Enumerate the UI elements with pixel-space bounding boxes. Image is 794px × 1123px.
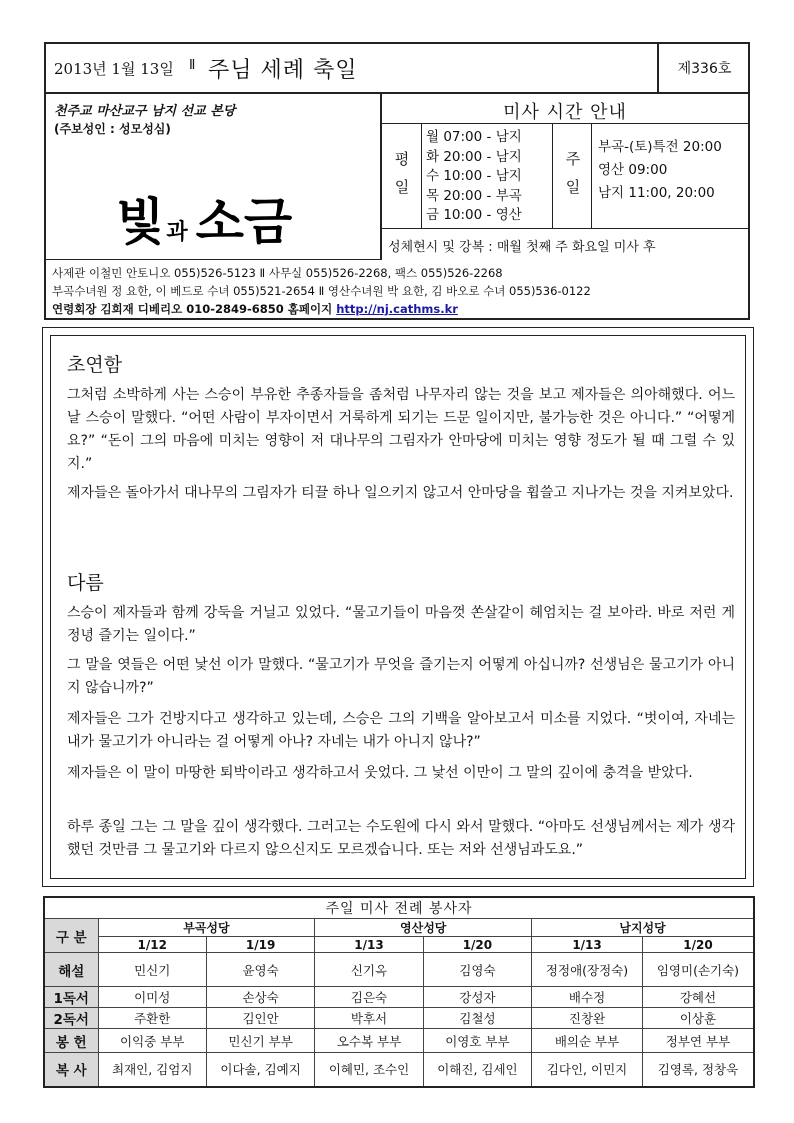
server-cell: 이다솔, 김예지 <box>206 1053 314 1087</box>
server-cell: 이혜민, 조수인 <box>315 1053 423 1087</box>
server-cell: 이미성 <box>98 987 206 1008</box>
bulletin-header <box>44 42 750 320</box>
date-header: 1/19 <box>206 937 314 953</box>
adoration-row <box>382 228 748 260</box>
server-cell: 박후서 <box>315 1008 423 1029</box>
story-paragraph: 제자들은 돌아가서 대나무의 그림자가 티끌 하나 일으키지 않고서 안마당을 휩쓸고 지나가는 것을 지켜보았다. <box>67 485 734 501</box>
server-cell: 민신기 <box>98 953 206 987</box>
liturgy-servers-table <box>43 896 755 1088</box>
parish-header: 남지성당 <box>532 919 754 937</box>
sunday-label-bottom: 일 <box>565 178 581 196</box>
server-cell: 윤영숙 <box>206 953 314 987</box>
servers-table-caption: 주일 미사 전례 봉사자 <box>44 897 754 919</box>
sunday-mass-item: 영산 09:00 <box>598 162 668 178</box>
weekday-label-top: 평 <box>394 150 410 168</box>
homepage-link[interactable]: http://nj.cathms.kr <box>336 302 458 316</box>
logo-and: 과 <box>166 220 188 245</box>
date-separator: Ⅱ <box>189 58 196 73</box>
bulletin-logo <box>116 182 292 254</box>
contact-line-association <box>52 301 458 317</box>
server-cell: 손상숙 <box>206 987 314 1008</box>
server-cell: 강혜선 <box>642 987 754 1008</box>
bulletin-date: 2013년 1월 13일 <box>54 60 174 78</box>
server-cell: 주환한 <box>98 1008 206 1029</box>
logo-light: 빛 <box>116 193 165 251</box>
server-cell: 최재인, 김엄지 <box>98 1053 206 1087</box>
server-cell: 김영록, 정창욱 <box>642 1053 754 1087</box>
server-cell: 이익중 부부 <box>98 1029 206 1053</box>
server-cell: 배수정 <box>532 987 643 1008</box>
server-cell: 정부연 부부 <box>642 1029 754 1053</box>
sunday-mass-item: 부곡-(토)특전 20:00 <box>598 139 722 155</box>
server-cell: 이영호 부부 <box>423 1029 531 1053</box>
table-row <box>44 953 754 987</box>
table-row <box>44 1008 754 1029</box>
date-header: 1/13 <box>315 937 423 953</box>
role-label: 2독서 <box>44 1008 98 1029</box>
server-cell: 배의순 부부 <box>532 1029 643 1053</box>
date-header: 1/20 <box>423 937 531 953</box>
server-cell: 김영숙 <box>423 953 531 987</box>
patron-saint: (주보성인 : 성모성심) <box>54 122 171 136</box>
mass-schedule <box>382 94 748 260</box>
division-header: 구 분 <box>44 919 98 953</box>
server-cell: 강성자 <box>423 987 531 1008</box>
date-header: 1/12 <box>98 937 206 953</box>
parish-header: 부곡성당 <box>98 919 315 937</box>
contact-line-rectory: 사제관 이철민 안토니오 055)526-5123 Ⅱ 사무실 055)526-2268, 팩스 055)526-2268 <box>52 266 503 280</box>
weekday-mass-item: 수 10:00 - 남지 <box>426 168 522 184</box>
table-row <box>44 1029 754 1053</box>
masthead <box>46 94 382 260</box>
story-paragraph: 제자들은 이 말이 마땅한 퇴박이라고 생각하고서 웃었다. 그 낯선 이만이 그 말의 깊이에 충격을 받았다. <box>67 765 693 781</box>
weekday-mass-item: 목 20:00 - 부곡 <box>426 187 522 204</box>
parish-header: 영산성당 <box>315 919 532 937</box>
logo-salt: 소금 <box>195 193 293 251</box>
story-paragraph: 하루 종일 그는 그 말을 깊이 생각했다. 그러고는 수도원에 다시 와서 말했다. “아마도 선생님께서는 제가 생각했던 것만큼 그 물고기와 다르지 않으신지도 모르겠습니다. 또는 저와 선생님과도요.” <box>67 819 735 858</box>
weekday-label-bottom: 일 <box>394 178 410 196</box>
server-cell: 김철성 <box>423 1008 531 1029</box>
issue-box <box>657 44 748 92</box>
role-label: 복 사 <box>44 1053 98 1087</box>
story-paragraph: 스승이 제자들과 함께 강둑을 거닐고 있었다. “물고기들이 마음껏 쏜살같이 헤엄치는 걸 보아라. 바로 저런 게 정녕 즐기는 일이다.” <box>67 605 735 644</box>
association-contact: 연령회장 김희재 디베리오 010-2849-6850 홈페이지 <box>52 302 333 316</box>
weekday-mass-item: 월 07:00 - 남지 <box>426 129 522 145</box>
server-cell: 정정애(장정숙) <box>532 953 643 987</box>
story-title: 초연함 <box>67 354 123 376</box>
contact-line-convents: 부곡수녀원 정 요한, 이 베드로 수녀 055)521-2654 Ⅱ 영산수녀원 박 요한, 김 바오로 수녀 055)536-0122 <box>52 284 591 298</box>
server-cell: 임영미(손기숙) <box>642 953 754 987</box>
weekday-mass-list <box>426 128 566 226</box>
role-label: 해설 <box>44 953 98 987</box>
reading-inner <box>50 335 746 879</box>
server-cell: 김인안 <box>206 1008 314 1029</box>
weekday-mass-item: 화 20:00 - 남지 <box>426 148 522 165</box>
server-cell: 진창완 <box>532 1008 643 1029</box>
role-label: 1독서 <box>44 987 98 1008</box>
sunday-label-top: 주 <box>565 150 581 168</box>
weekday-mass-item: 금 10:00 - 영산 <box>426 207 522 223</box>
story-paragraph: 그처럼 소박하게 사는 스승이 부유한 추종자들을 좀처럼 나무자리 않는 것을 보고 제자들은 의아해했다. 어느 날 스승이 말했다. “어떤 사람이 부자이면서 거룩하게 되기는 드문 일이지만, 불가능한 것은 아니다.” “어떻게요?” “돈이 그의 마음에 미치는 영향이 저 대나무의 그림자가 안마당에 미치는 영향 정도가 될 때 그럴 수 있지.” <box>67 387 735 472</box>
weekday-label <box>382 124 422 228</box>
sunday-mass-list <box>598 136 748 205</box>
church-name: 천주교 마산교구 남지 선교 본당 <box>54 104 236 119</box>
issue-number: 제336호 <box>677 61 732 77</box>
title-row <box>46 44 748 94</box>
table-row <box>44 987 754 1008</box>
date-header: 1/13 <box>532 937 643 953</box>
sunday-mass-item: 남지 11:00, 20:00 <box>598 185 715 201</box>
server-cell: 오수복 부부 <box>315 1029 423 1053</box>
mass-schedule-title: 미사 시간 안내 <box>503 102 627 123</box>
server-cell: 신기옥 <box>315 953 423 987</box>
mass-title-row <box>382 94 748 124</box>
sunday-label <box>552 124 592 228</box>
role-label: 봉 헌 <box>44 1029 98 1053</box>
server-cell: 민신기 부부 <box>206 1029 314 1053</box>
story-title: 다름 <box>67 572 104 594</box>
story-paragraph: 그 말을 엿들은 어떤 낯선 이가 말했다. “물고기가 무엇을 즐기는지 어떻게 아십니까? 선생님은 물고기가 아니지 않습니까?” <box>67 657 735 696</box>
contact-info <box>46 260 748 318</box>
reading-box <box>42 327 754 887</box>
server-cell: 김다인, 이민지 <box>532 1053 643 1087</box>
story-paragraph: 제자들은 그가 건방지다고 생각하고 있는데, 스승은 그의 기백을 알아보고서 미소를 지었다. “벗이여, 자네는 내가 물고기가 아니라는 걸 어떻게 아나? 자네는 내가 아니지 않나?” <box>67 711 735 750</box>
server-cell: 김은숙 <box>315 987 423 1008</box>
adoration-notice: 성체현시 및 강복 : 매월 첫째 주 화요일 미사 후 <box>388 240 656 255</box>
server-cell: 이해진, 김세인 <box>423 1053 531 1087</box>
table-row <box>44 1053 754 1087</box>
feast-title: 주님 세례 축일 <box>208 58 358 83</box>
date-header: 1/20 <box>642 937 754 953</box>
server-cell: 이상훈 <box>642 1008 754 1029</box>
